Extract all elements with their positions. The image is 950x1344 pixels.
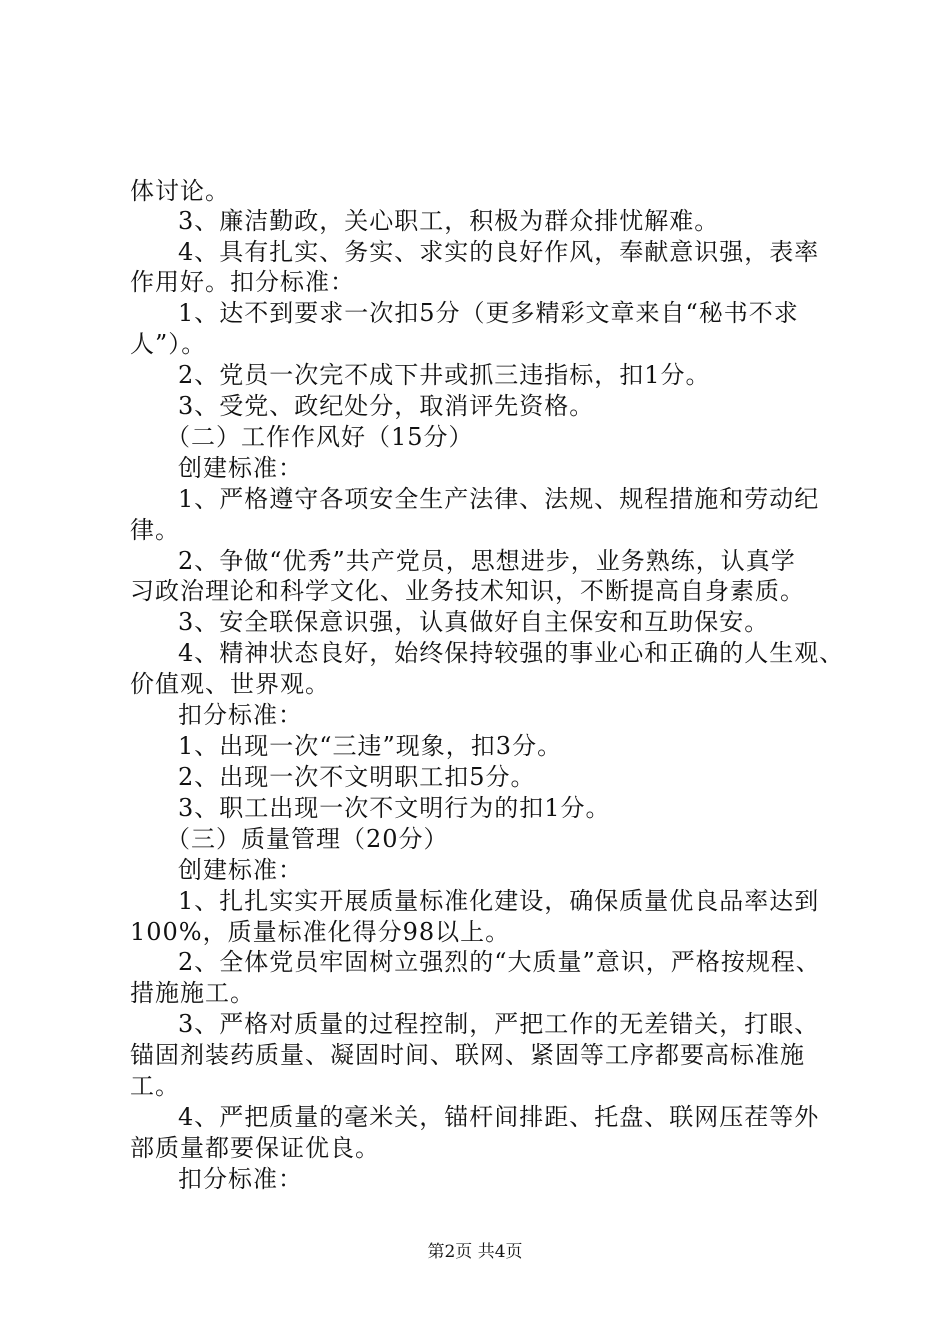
text-line: 2、全体党员牢固树立强烈的“大质量”意识，严格按规程、 xyxy=(178,948,821,976)
text-line: 创建标准： xyxy=(178,454,303,482)
text-line: 3、安全联保意识强，认真做好自主保安和互助保安。 xyxy=(178,608,770,636)
text-line: 100%，质量标准化得分98以上。 xyxy=(130,918,511,946)
text-line: 3、廉洁勤政，关心职工，积极为群众排忧解难。 xyxy=(178,207,720,235)
text-line: 价值观、世界观。 xyxy=(130,670,330,698)
text-line: 4、具有扎实、务实、求实的良好作风，奉献意识强，表率 xyxy=(178,238,820,266)
text-line: 工。 xyxy=(130,1072,180,1100)
section-heading: （二）工作作风好（15分） xyxy=(166,423,474,451)
text-line: 2、出现一次不文明职工扣5分。 xyxy=(178,763,536,791)
text-line: 2、党员一次完不成下井或抓三违指标，扣1分。 xyxy=(178,361,711,389)
text-line: 1、严格遵守各项安全生产法律、法规、规程措施和劳动纪 xyxy=(178,485,820,513)
text-line: 3、职工出现一次不文明行为的扣1分。 xyxy=(178,794,611,822)
text-line: 1、出现一次“三违”现象，扣3分。 xyxy=(178,732,563,760)
text-line: 体讨论。 xyxy=(130,177,230,205)
text-line: 4、精神状态良好，始终保持较强的事业心和正确的人生观、 xyxy=(178,639,845,667)
text-line: 锚固剂装药质量、凝固时间、联网、紧固等工序都要高标准施 xyxy=(130,1041,805,1069)
text-line: 3、受党、政纪处分，取消评先资格。 xyxy=(178,392,595,420)
text-line: 扣分标准： xyxy=(178,1165,303,1193)
text-line: 4、严把质量的毫米关，锚杆间排距、托盘、联网压茬等外 xyxy=(178,1103,820,1131)
text-line: 人”）。 xyxy=(130,330,207,358)
text-line: 2、争做“优秀”共产党员，思想进步，业务熟练，认真学 xyxy=(178,547,796,575)
text-line: 部质量都要保证优良。 xyxy=(130,1134,380,1162)
text-line: 措施施工。 xyxy=(130,979,255,1007)
text-line: 3、严格对质量的过程控制，严把工作的无差错关，打眼、 xyxy=(178,1010,820,1038)
text-line: 扣分标准： xyxy=(178,701,303,729)
page-footer: 第2页 共4页 xyxy=(427,1242,523,1262)
text-line: 作用好。扣分标准： xyxy=(130,268,355,296)
text-line: 习政治理论和科学文化、业务技术知识，不断提高自身素质。 xyxy=(130,577,805,605)
text-line: 1、达不到要求一次扣5分（更多精彩文章来自“秘书不求 xyxy=(178,299,799,327)
text-line: 创建标准： xyxy=(178,856,303,884)
text-line: 1、扎扎实实开展质量标准化建设，确保质量优良品率达到 xyxy=(178,887,820,915)
section-heading: （三）质量管理（20分） xyxy=(166,825,449,853)
text-line: 律。 xyxy=(130,516,180,544)
